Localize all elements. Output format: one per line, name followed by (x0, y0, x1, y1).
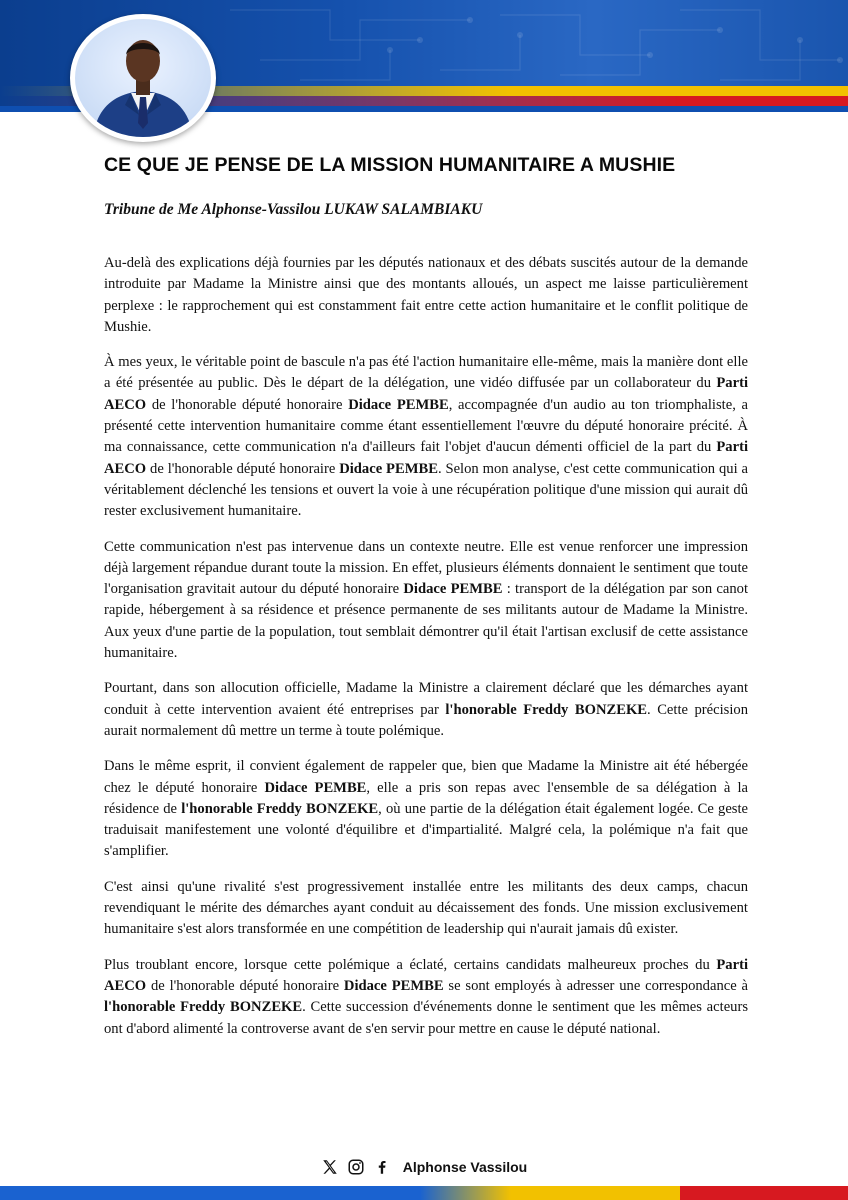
bold-text: Didace PEMBE (343, 977, 444, 994)
paragraph (104, 678, 748, 742)
text-run: se sont employés à adresser une correspondance à (443, 977, 748, 994)
text-run: de l'honorable député honoraire (146, 396, 349, 413)
paragraph (104, 352, 748, 522)
text-run: Au-delà des explications déjà fournies par les députés nationaux et des débats suscités autour de la demande introduite par Madame la Ministre ainsi que des montants alloués, un aspect me laisse particulièrement perplexe : le rapprochement qui est constamment fait entre cette action humanitaire et le conflit politique de Mushie. (104, 255, 748, 335)
paragraph (104, 756, 748, 862)
text-run: de l'honorable député honoraire (146, 460, 340, 477)
text-run: , où une partie de la délégation était également logée. Ce geste traduisait manifestement une volonté d'équilibre et d'impartialité. Malgré cela, la polémique n'a fait que s'amplifier. (104, 800, 749, 860)
footer-stripe-red (680, 1186, 848, 1200)
bold-text: Parti AECO (104, 956, 748, 994)
portrait-illustration (75, 19, 211, 137)
author-portrait (70, 14, 216, 142)
paragraph (104, 537, 748, 665)
paragraph (104, 253, 748, 338)
article-body (104, 253, 748, 1054)
footer-author-name: Alphonse Vassilou (402, 1159, 528, 1175)
footer-social (0, 1152, 848, 1182)
bold-text: Parti AECO (104, 375, 748, 413)
text-run: Cette communication n'est pas intervenue dans un contexte neutre. Elle est venue renforcer une impression déjà largement répandue durant toute la mission. En effet, plusieurs éléments donnaient le sentiment que toute l'organisation gravitait autour du député honoraire (104, 538, 748, 598)
text-run: . Cette succession d'événements donne le sentiment que les mêmes acteurs ont d'abord alimenté la controverse avant de s'en servir pour mettre en cause le député national. (104, 999, 749, 1037)
text-run: : transport de la délégation par son canot rapide, hébergement à sa résidence et présence permanente de ses militants autour de Madame la Ministre. Aux yeux d'une partie de la population, tout semblait démontrer qu'il était l'artisan exclusif de cette assistance humanitaire. (104, 581, 748, 662)
text-run: Pourtant, dans son allocution officielle, Madame la Ministre a clairement déclaré que les démarches ayant conduit à cette intervention avaient été entreprises par (104, 680, 748, 718)
bold-text: Didace PEMBE (339, 460, 438, 477)
text-run: , accompagnée d'un audio au ton triomphaliste, a présenté cette intervention humanitaire comme étant essentiellement l'œuvre du député honoraire précité. À ma connaissance, cette communication n'a d'ailleurs fait l'objet d'aucun démenti officiel de la part du (104, 396, 748, 456)
text-run: Plus troublant encore, lorsque cette polémique a éclaté, certains candidats malheureux proches du (104, 956, 717, 973)
bold-text: l'honorable Freddy BONZEKE (104, 999, 303, 1016)
paragraph (104, 955, 748, 1040)
bold-text: l'honorable Freddy BONZEKE (181, 800, 379, 817)
footer-stripe-yellow (420, 1186, 680, 1200)
text-run: . Selon mon analyse, c'est cette communication qui a véritablement déclenché les tensions et ouvert la voie à une récupération politique d'une mission qui aurait dû rester exclusivement humanitaire. (104, 460, 748, 520)
x-icon[interactable] (321, 1158, 339, 1176)
text-run: À mes yeux, le véritable point de bascule n'a pas été l'action humanitaire elle-même, mais la manière dont elle a été présentée au public. Dès le départ de la délégation, une vidéo diffusée par un collaborateur du (104, 354, 748, 392)
text-run: , elle a pris son repas avec l'ensemble de sa délégation à la résidence de (104, 779, 748, 817)
bold-text: Parti AECO (104, 439, 748, 477)
text-run: Dans le même esprit, il convient également de rappeler que, bien que Madame la Ministre ait été hébergée chez le député honoraire (104, 758, 748, 796)
bold-text: Didace PEMBE (264, 779, 367, 796)
footer-flag-stripes (0, 1186, 848, 1200)
paragraph (104, 877, 748, 941)
article-title: CE QUE JE PENSE DE LA MISSION HUMANITAIRE A MUSHIE (104, 154, 676, 176)
bold-text: l'honorable Freddy BONZEKE (445, 701, 648, 718)
bold-text: Didace PEMBE (348, 396, 449, 413)
text-run: . Cette précision aurait normalement dû mettre un terme à toute polémique. (104, 701, 748, 739)
facebook-icon[interactable] (373, 1158, 391, 1176)
text-run: de l'honorable député honoraire (146, 977, 344, 994)
text-run: C'est ainsi qu'une rivalité s'est progressivement installée entre les militants des deux camps, chacun revendiquant le mérite des démarches ayant conduit au décaissement des fonds. Une mission exclusivement humanitaire s'est alors transformée en une compétition de leadership qui n'aurait jamais dû exister. (104, 878, 748, 938)
article-byline: Tribune de Me Alphonse-Vassilou LUKAW SALAMBIAKU (104, 201, 483, 218)
bold-text: Didace PEMBE (403, 581, 503, 598)
instagram-icon[interactable] (347, 1158, 365, 1176)
